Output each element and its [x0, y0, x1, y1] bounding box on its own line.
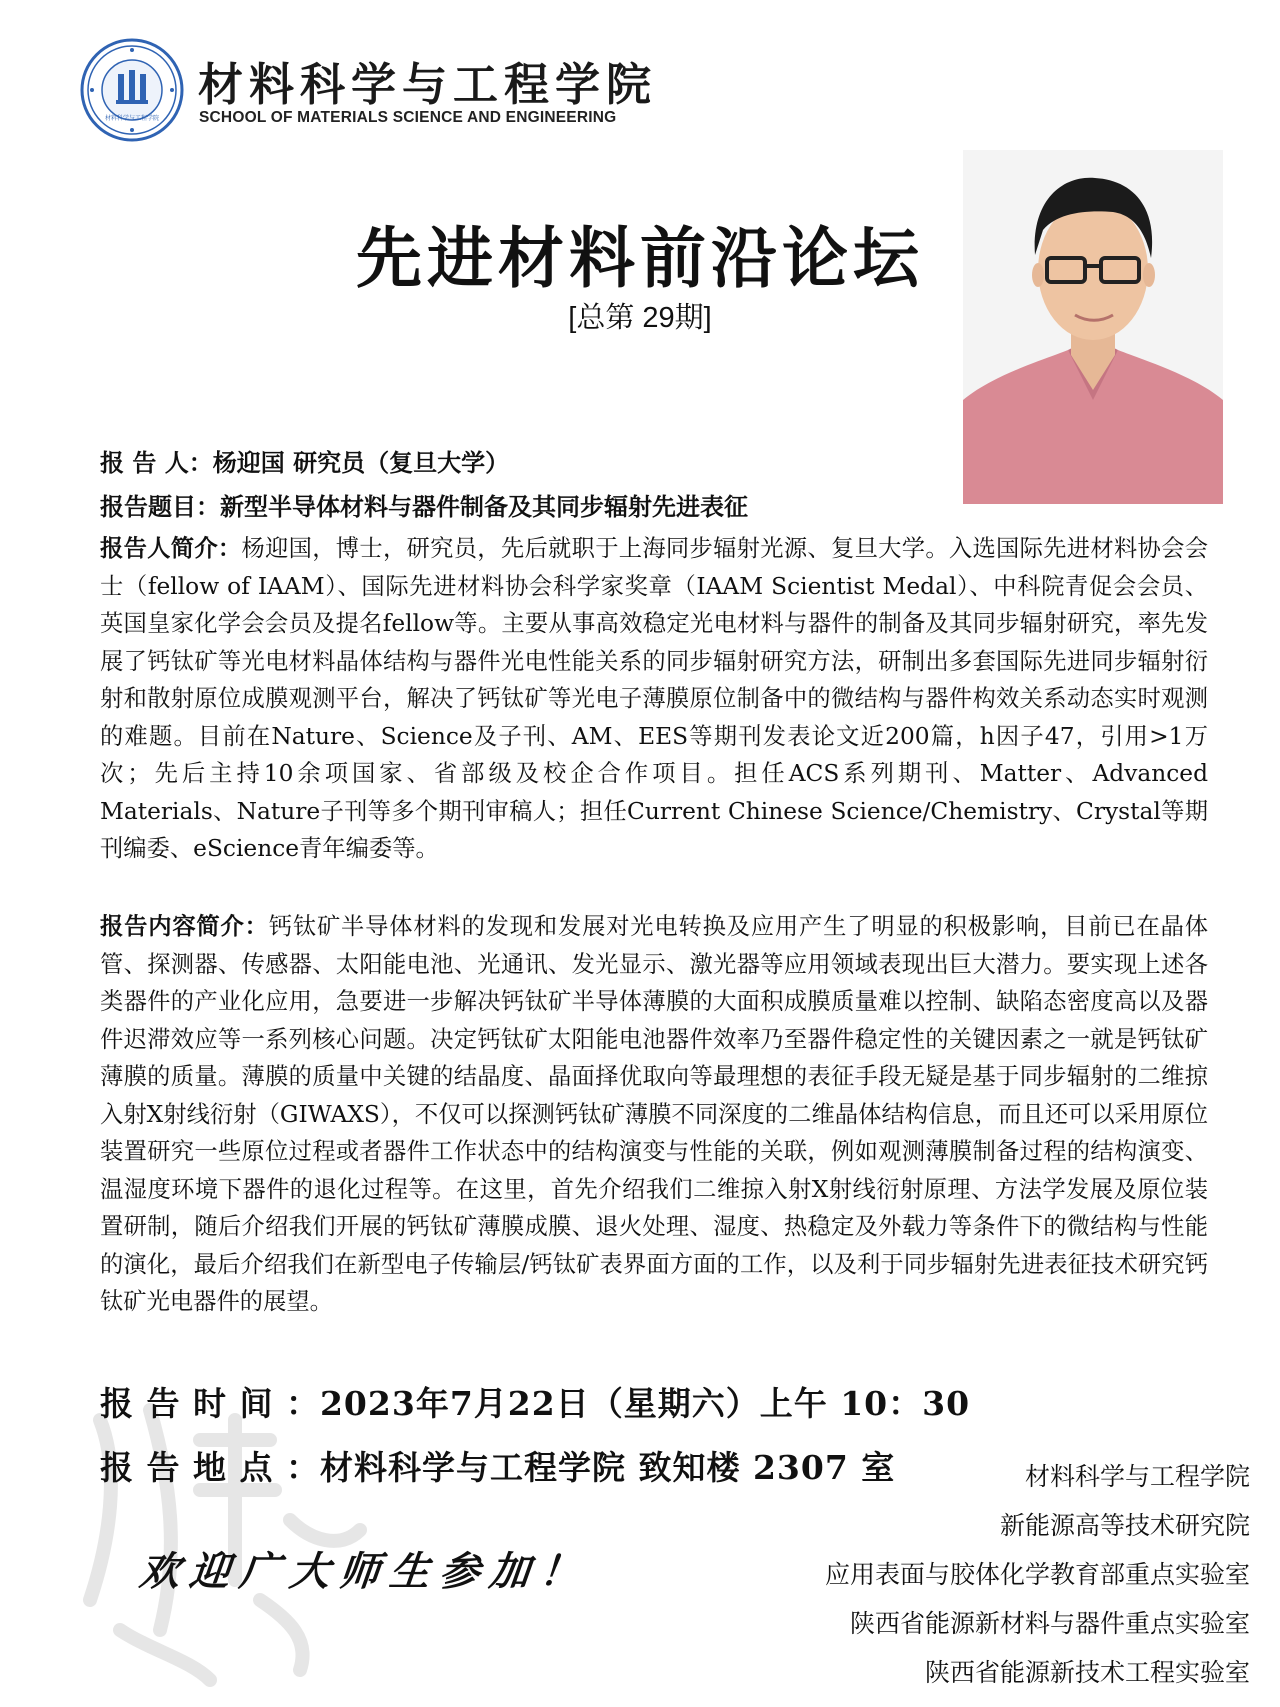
- speaker-value: 杨迎国 研究员（复旦大学）: [212, 448, 510, 477]
- organizer-item: 新能源高等技术研究院: [999, 1511, 1250, 1540]
- talk-time: [100, 1378, 970, 1425]
- welcome-message: 欢迎广大师生参加！: [137, 1548, 593, 1595]
- time-value: 2023年7月22日（星期六）上午 10：30: [319, 1384, 971, 1423]
- topic-value: 新型半导体材料与器件制备及其同步辐射先进表征: [220, 492, 748, 521]
- seal-caption: 材料科学与工程学院: [104, 115, 159, 122]
- talk-abstract: [100, 908, 1208, 1321]
- place-value: 材料科学与工程学院 致知楼 2307 室: [319, 1448, 896, 1487]
- organizers-list: [825, 1452, 1250, 1697]
- organizer-item: 应用表面与胶体化学教育部重点实验室: [824, 1560, 1250, 1589]
- speaker-bio: [100, 530, 1208, 868]
- speaker-portrait: [963, 150, 1223, 504]
- abstract-label: 报告内容简介：: [100, 913, 269, 940]
- organizer-item: 材料科学与工程学院: [1024, 1462, 1250, 1491]
- abstract-text: 钙钛矿半导体材料的发现和发展对光电转换及应用产生了明显的积极影响，目前已在晶体管、探测器、传感器、太阳能电池、光通讯、发光显示、激光器等应用领域表现出巨大潜力。要实现上述各类器件的产业化应用，急要进一步解决钙钛矿半导体薄膜的大面积成膜质量难以控制、缺陷态密度高以及器件迟滞效应等一系列核心问题。决定钙钛矿太阳能电池器件效率乃至器件稳定性的关键因素之一就是钙钛矿薄膜的质量。薄膜的质量中关键的结晶度、晶面择优取向等最理想的表征手段无疑是基于同步辐射的二维掠入射X射线衍射（GIWAXS），不仅可以探测钙钛矿薄膜不同深度的二维晶体结构信息，而且还可以采用原位装置研究一些原位过程或者器件工作状态中的结构演变与性能的关联，例如观测薄膜制备过程的结构演变、温湿度环境下器件的退化过程等。在这里，首先介绍我们二维掠入射X射线衍射原理、方法学发展及原位装置研制，随后介绍我们开展的钙钛矿薄膜成膜、退火处理、湿度、热稳定及外载力等条件下的微结构与性能的演化，最后介绍我们在新型电子传输层/钙钛矿表界面方面的工作，以及利于同步辐射先进表征技术研究钙钛矿光电器件的展望。: [100, 913, 1209, 1315]
- time-label: 报 告 时 间 ：: [100, 1384, 320, 1423]
- organizer-item: 陕西省能源新材料与器件重点实验室: [849, 1609, 1250, 1638]
- talk-place: [100, 1442, 895, 1489]
- bio-label: 报告人简介：: [100, 535, 242, 562]
- organizer-item: 陕西省能源新技术工程实验室: [924, 1658, 1250, 1687]
- school-name-en: SCHOOL OF MATERIALS SCIENCE AND ENGINEERING: [199, 109, 617, 126]
- place-label: 报 告 地 点 ：: [100, 1448, 320, 1487]
- topic-line: [100, 487, 748, 522]
- speaker-line: [100, 443, 509, 478]
- school-name-cn: 材料科学与工程学院: [198, 58, 658, 111]
- speaker-label: 报 告 人：: [100, 448, 213, 477]
- topic-label: 报告题目：: [100, 492, 220, 521]
- calligraphy-watermark: [60, 1380, 390, 1690]
- school-seal-icon: [80, 38, 184, 142]
- forum-title: 先进材料前沿论坛: [356, 220, 924, 297]
- issue-number: [总第 29期]: [568, 302, 712, 334]
- bio-text: 杨迎国，博士，研究员，先后就职于上海同步辐射光源、复旦大学。入选国际先进材料协会会士（fellow of IAAM）、国际先进材料协会科学家奖章（IAAM Scientist Medal）、中科院青促会会员、英国皇家化学会会员及提名fellow等。主要从事高效稳定光电材料与器件的制备及其同步辐射研究，率先发展了钙钛矿等光电材料晶体结构与器件光电性能关系的同步辐射研究方法，研制出多套国际先进同步辐射衍射和散射原位成膜观测平台，解决了钙钛矿等光电子薄膜原位制备中的微结构与器件构效关系动态实时观测的难题。目前在Nature、Science及子刊、AM、EES等期刊发表论文近200篇，h因子47，引用>1万次；先后主持10余项国家、省部级及校企合作项目。担任ACS系列期刊、Matter、Advanced Materials、Nature子刊等多个期刊审稿人；担任Current Chinese Science/Chemistry、Crystal等期刊编委、eScience青年编委等。: [100, 535, 1208, 862]
